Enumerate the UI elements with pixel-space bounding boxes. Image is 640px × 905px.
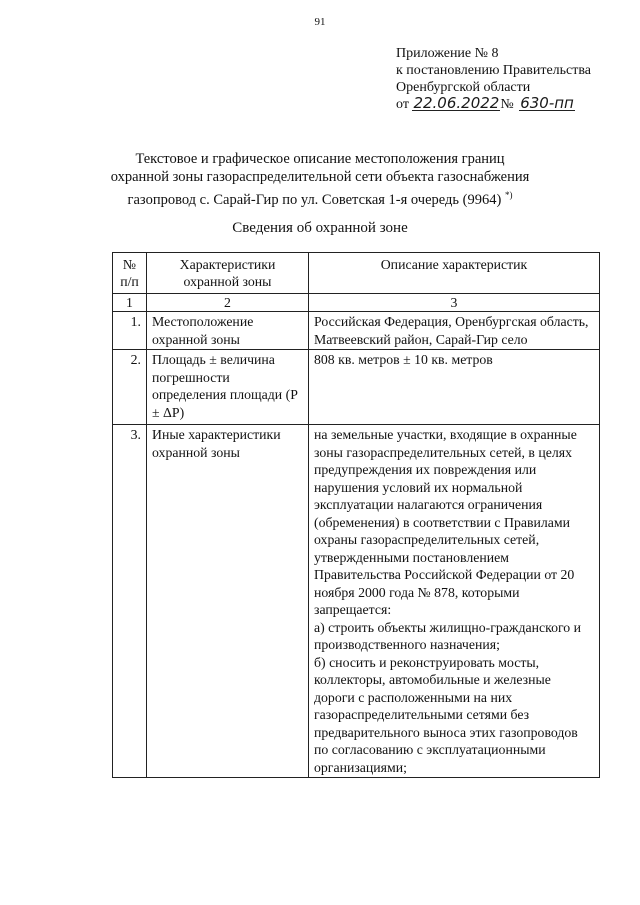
row-description xyxy=(309,425,600,778)
zone-info-table xyxy=(112,252,600,778)
handwritten-doc-number: 630-пп xyxy=(520,94,574,112)
description-item-b: б) сносить и реконструировать мосты, коллекторы, автомобильные и железные дороги с расположенными на них газораспределительными сетями без предварительного выноса этих газопроводов по согласованию с эксплуатационными организациями; xyxy=(314,654,578,775)
description-item-a: а) строить объекты жилищно-гражданского и производственного назначения; xyxy=(314,619,582,652)
index-cell: 1 xyxy=(113,294,147,312)
header-description: Описание характеристик xyxy=(309,253,600,294)
number-sign: № xyxy=(500,97,514,112)
row-number: 3. xyxy=(113,425,147,778)
index-cell: 3 xyxy=(309,294,600,312)
table-header-row xyxy=(113,253,600,294)
title-line-1: Текстовое и графическое описание местоположения границ xyxy=(135,151,505,167)
title-line-3-text: газопровод с. Сарай-Гир по ул. Советская 1-я очередь (9964) xyxy=(127,191,502,208)
table-row xyxy=(113,425,600,778)
row-description: 808 кв. метров ± 10 кв. метров xyxy=(309,350,600,425)
header-number: № п/п xyxy=(113,253,147,294)
from-label: от xyxy=(396,97,409,112)
document-title xyxy=(0,150,640,209)
handwritten-date: 22.06.2022 xyxy=(413,94,500,112)
table-row xyxy=(113,312,600,350)
header-characteristic: Характеристики охранной зоны xyxy=(147,253,309,294)
title-line-2: охранной зоны газораспределительной сети объекта газоснабжения xyxy=(110,169,530,185)
appendix-region: Оренбургской области xyxy=(396,80,531,95)
appendix-ref: к постановлению Правительства xyxy=(396,63,592,78)
title-line-3 xyxy=(0,186,640,209)
appendix-block xyxy=(396,45,636,113)
row-number: 2. xyxy=(113,350,147,425)
page-number: 91 xyxy=(314,16,326,28)
appendix-date-line xyxy=(396,96,636,113)
row-characteristic: Иные характеристики охранной зоны xyxy=(147,425,309,778)
description-paragraph: на земельные участки, входящие в охранные зоны газораспределительных сетей, в целях предупреждения их повреждения или нарушения условий их нормальной эксплуатации налагаются ограничения (обременения) в соответствии с Правилами охраны газораспределительных сетей, утвержденными постановлением Правительства Российской Федерации от 20 ноября 2000 года № 878, которыми запрещается: xyxy=(314,427,577,617)
table-index-row xyxy=(113,294,600,312)
row-characteristic: Местоположение охранной зоны xyxy=(147,312,309,350)
footnote-mark: *) xyxy=(504,190,513,200)
row-characteristic: Площадь ± величина погрешности определения площади (P ± ΔP) xyxy=(147,350,309,425)
row-number: 1. xyxy=(113,312,147,350)
index-cell: 2 xyxy=(147,294,309,312)
appendix-title: Приложение № 8 xyxy=(396,46,499,61)
table-row xyxy=(113,350,600,425)
row-description: Российская Федерация, Оренбургская область, Матвеевский район, Сарай-Гир село xyxy=(309,312,600,350)
section-subtitle: Сведения об охранной зоне xyxy=(232,220,408,236)
